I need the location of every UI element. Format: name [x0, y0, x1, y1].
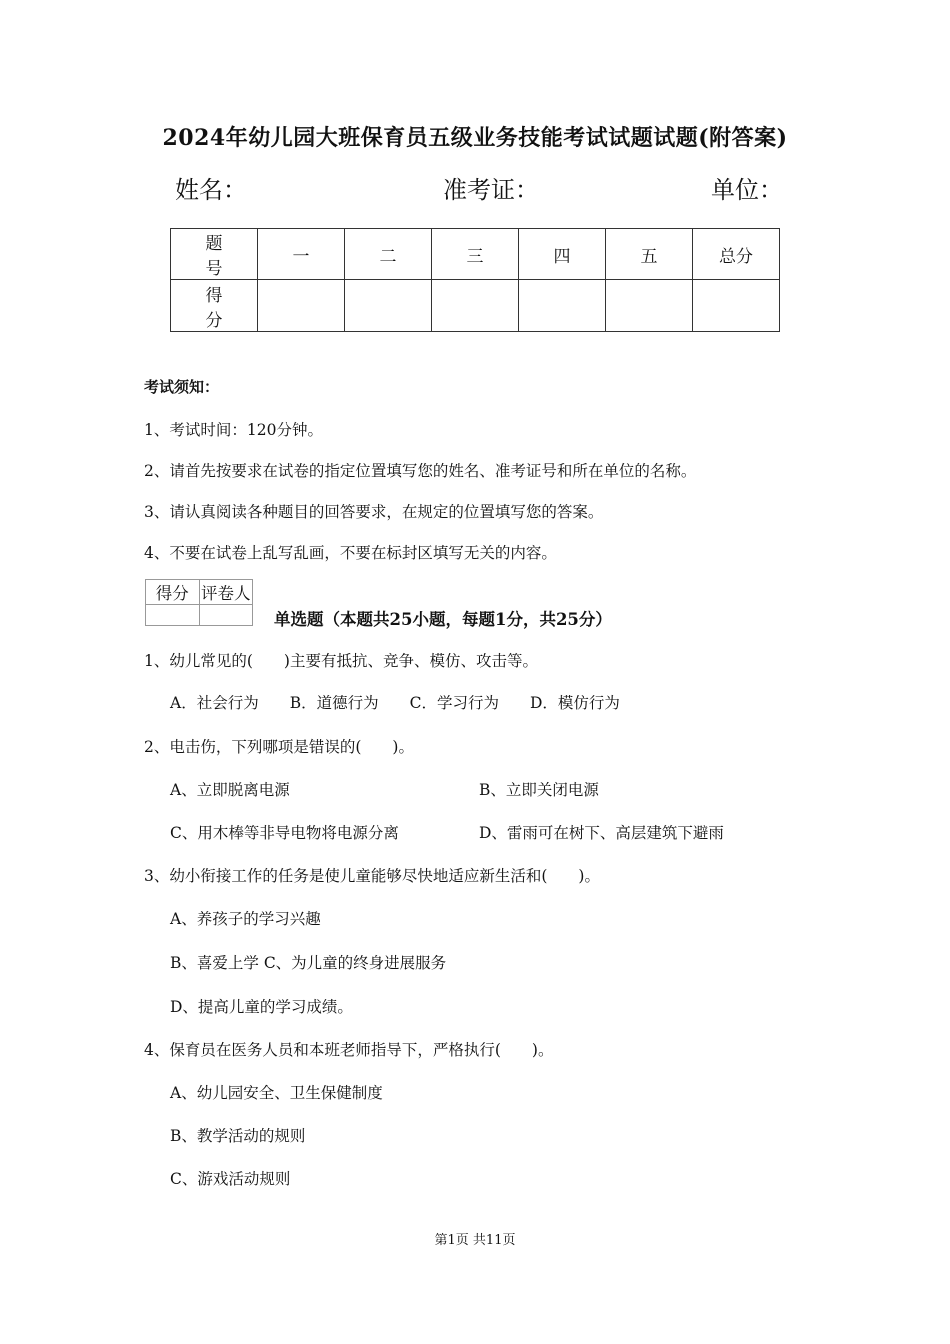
- question-stem: 4、保育员在医务人员和本班老师指导下，严格执行( )。: [144, 1041, 554, 1059]
- option: B、喜爱上学 C、为儿童的终身进展服务: [170, 954, 447, 972]
- question-options: A．社会行为 B．道德行为 C．学习行为 D．模仿行为: [170, 694, 620, 712]
- exam-id-label: 准考证：: [443, 176, 539, 204]
- grader-score-label: 得分: [146, 580, 200, 605]
- option: D、雷雨可在树下、高层建筑下避雨: [479, 824, 724, 842]
- notice-item: 2、请首先按要求在试卷的指定位置填写您的姓名、准考证号和所在单位的名称。: [144, 462, 697, 480]
- question-number-header: 题 号: [171, 229, 258, 280]
- page-footer: 第1页 共11页: [434, 1233, 516, 1248]
- column-4: 四: [519, 229, 606, 280]
- score-cell-3: [432, 280, 519, 332]
- name-label: 姓名：: [175, 176, 247, 204]
- unit-label: 单位：: [711, 176, 783, 204]
- score-row-label: 得 分: [171, 280, 258, 332]
- column-3: 三: [432, 229, 519, 280]
- grader-box: [145, 579, 253, 626]
- option: A、幼儿园安全、卫生保健制度: [170, 1084, 383, 1102]
- exam-title: 2024年幼儿园大班保育员五级业务技能考试试题试题(附答案): [162, 125, 788, 151]
- section-title: 单选题（本题共25小题，每题1分，共25分）: [274, 610, 612, 629]
- score-cell-total: [693, 280, 780, 332]
- option: B、教学活动的规则: [170, 1127, 306, 1145]
- option: B、立即关闭电源: [479, 781, 599, 799]
- score-cell-2: [345, 280, 432, 332]
- option: D、提高儿童的学习成绩。: [170, 998, 353, 1016]
- notice-heading: 考试须知：: [144, 378, 220, 396]
- score-cell-5: [606, 280, 693, 332]
- question-stem: 1、幼儿常见的( )主要有抵抗、竞争、模仿、攻击等。: [144, 652, 538, 670]
- option: C、用木棒等非导电物将电源分离: [170, 824, 399, 842]
- option: C、游戏活动规则: [170, 1170, 291, 1188]
- notice-item: 4、不要在试卷上乱写乱画，不要在标封区填写无关的内容。: [144, 544, 557, 562]
- score-table-score-row: [171, 280, 780, 332]
- column-1: 一: [258, 229, 345, 280]
- question-stem: 2、电击伤，下列哪项是错误的( )。: [144, 738, 414, 756]
- grader-score-cell: [146, 605, 200, 626]
- column-2: 二: [345, 229, 432, 280]
- grader-name-label: 评卷人: [199, 580, 253, 605]
- column-5: 五: [606, 229, 693, 280]
- option: A、养孩子的学习兴趣: [170, 910, 321, 928]
- notice-item: 3、请认真阅读各种题目的回答要求，在规定的位置填写您的答案。: [144, 503, 604, 521]
- column-total: 总分: [693, 229, 780, 280]
- question-stem: 3、幼小衔接工作的任务是使儿童能够尽快地适应新生活和( )。: [144, 867, 600, 885]
- notice-item: 1、考试时间：120分钟。: [144, 421, 323, 439]
- score-cell-4: [519, 280, 606, 332]
- score-cell-1: [258, 280, 345, 332]
- grader-name-cell: [199, 605, 253, 626]
- option: A、立即脱离电源: [170, 781, 290, 799]
- score-table: [170, 228, 780, 332]
- score-table-header-row: [171, 229, 780, 280]
